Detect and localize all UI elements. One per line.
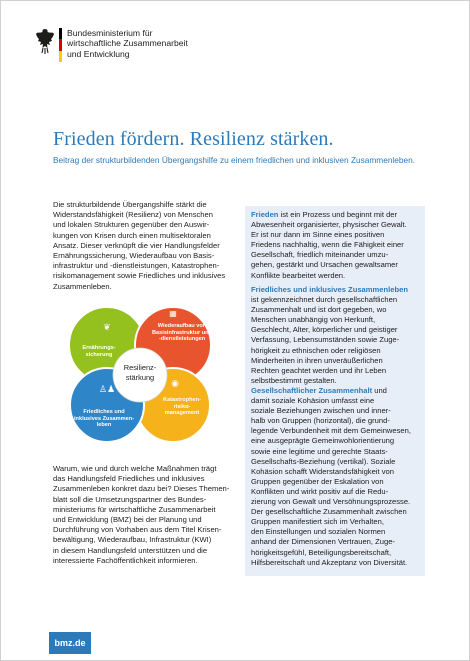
page-title: Frieden fördern. Resilienz stärken. — [53, 128, 334, 150]
text-line: selbstbestimmt gestalten. — [251, 375, 337, 385]
text-line: Abwesenheit organisierter, physischer Gewalt. — [251, 220, 407, 230]
people-icon: ♙♟ — [98, 385, 116, 395]
text-line: blatt soll die Umsetzungspartner des Bundes- — [53, 494, 207, 504]
definition-body — [251, 295, 423, 386]
definition-body — [251, 220, 423, 281]
text-line: Die strukturbildende Übergangshilfe stärkt die — [53, 200, 207, 209]
label-line: Friedliches und — [83, 409, 125, 415]
page-subtitle: Beitrag der strukturbildenden Übergangshilfe zu einem friedlichen und inklusiven Zusammenleben. — [53, 155, 416, 165]
text-line: kungen von Krisen durch einen multisektoralen — [53, 230, 211, 240]
text-line: soziale Beziehungen zwischen und inner- — [251, 406, 391, 416]
bricks-icon: ▦ — [169, 309, 177, 318]
wheat-icon: ❦ — [103, 323, 111, 333]
label-line: Katastrophen- — [163, 397, 201, 403]
text-line: Ernährungssicherung, Wiederaufbau von Basis- — [53, 251, 215, 261]
text-line: Zusammenleben konkret dazu bei? Dieses Themen- — [53, 484, 230, 494]
text-line: den Einstellungen und sozialen Normen — [251, 527, 386, 537]
text-line: in diesem Handlungsfeld unterstützen und die — [53, 545, 208, 555]
text-line: eine ausgeprägte Gemeinwohlorientierung — [251, 436, 395, 446]
ministry-name-line: Bundesministerium für — [67, 28, 153, 38]
text-line: Zusammenhalt und ist dort gegeben, wo — [251, 305, 387, 315]
ministry-name-line: wirtschaftliche Zusammenarbeit — [67, 38, 188, 49]
text-line: hörigkeit zu ethnischen oder religiösen — [251, 345, 381, 355]
text-line: Kohäsion schafft Widerstandsfähigkeit von — [251, 466, 394, 476]
text-line: Zusammenleben. — [53, 281, 112, 291]
text-line: Friedens nachhaltig, wenn die Fähigkeit einer — [251, 240, 404, 250]
text-line: legende Verbundenheit mit dem Gemeinwesen, — [251, 426, 411, 436]
ministry-name-line: und Entwicklung — [67, 48, 130, 59]
intro-paragraph — [53, 200, 233, 292]
text-line: Ansatz. Dieser verknüpft die vier Handlungsfelder — [53, 240, 220, 250]
label-line: Wiederaufbau von — [157, 323, 207, 329]
definition-frieden — [251, 210, 423, 281]
german-flag-stripe — [59, 28, 62, 62]
definition-keyword: Friedliches und inklusives Zusammenleben — [251, 285, 408, 294]
text-line: und lokalen Strukturen gegenüber den Auswir- — [53, 220, 210, 230]
definition-body — [251, 396, 423, 568]
text-line: anhand der Dimensionen Vertrauen, Zuge- — [251, 537, 395, 547]
text-line: Menschen unabhängig von Herkunft, — [251, 315, 376, 325]
label-line: inklusives Zusammen- — [74, 415, 134, 422]
text-line: Gesellschafts-Beziehung (vertikal). Soziale — [251, 456, 396, 466]
text-line: Der gesellschaftliche Zusammenhalt zwischen — [251, 507, 407, 517]
outro-paragraph — [53, 464, 233, 566]
text-line: ministeriums für wirtschaftliche Zusammenarbeit — [53, 504, 216, 514]
center-label-line: stärkung — [125, 372, 155, 382]
label-line: -dienstleistungen — [158, 336, 206, 343]
text-line: Er ist nur dann im Sinne eines positiven — [251, 230, 385, 240]
signal-icon: ◉ — [171, 379, 179, 389]
label-disaster-risk — [157, 397, 207, 417]
text-line: ist gekennzeichnet durch gesellschaftlichen — [251, 295, 398, 305]
text-line: Warum, wie und durch welche Maßnahmen trägt — [53, 464, 217, 473]
label-line: Ernährungs- — [82, 345, 116, 351]
flag-stripe-red — [59, 39, 62, 50]
text-line: Verfassung, Lebensumständen sowie Zuge- — [251, 335, 400, 345]
definition-first-line — [251, 386, 423, 396]
text-line: Gesellschaft, friedlich miteinander umzu- — [251, 250, 389, 260]
text-line: interessierte Fachöffentlichkeit informieren. — [53, 555, 198, 565]
definition-zusammenhalt — [251, 386, 423, 568]
text-line: Konflikten und wirkt positiv auf die Redu- — [251, 486, 389, 496]
definition-text: und — [372, 386, 387, 395]
text-line: hörigkeitsgefühl, Beteiligungsbereitschaft, — [251, 547, 392, 557]
text-line: damit soziale Kohäsion umfasst eine — [251, 396, 375, 406]
label-food-security — [71, 345, 127, 358]
flag-stripe-gold — [59, 51, 62, 62]
definition-inklusiv — [251, 285, 423, 386]
center-label — [111, 363, 169, 382]
text-line: Konflikte bearbeitet werden. — [251, 270, 346, 280]
label-line: management — [164, 410, 200, 417]
definition-keyword: Frieden — [251, 210, 279, 219]
text-line: Rechten geachtet werden und ihr Leben — [251, 365, 387, 375]
text-line: das Handlungsfeld Friedliches und inklusives — [53, 474, 205, 484]
label-reconstruction — [147, 323, 217, 343]
text-line: gehen, gestärkt und Ursachen gewaltsamer — [251, 260, 398, 270]
text-line: Gruppen gegenüber der Eskalation von — [251, 476, 384, 486]
text-line: sowie eine legitime und gerechte Staats- — [251, 446, 388, 456]
text-line: bewältigung, Wiederaufbau, Infrastruktur (KWI) — [53, 535, 212, 545]
bmz-logo: bmz.de — [49, 632, 91, 654]
definition-keyword: Gesellschaftlicher Zusammenhalt — [251, 386, 373, 395]
label-line: Basisinfrastruktur und — [152, 329, 212, 336]
text-line: Gruppen manifestiert sich im Verhalten, — [251, 517, 384, 527]
text-line: Minderheiten in ihren unveräußerlichen — [251, 355, 383, 365]
label-line: risiko- — [173, 403, 191, 410]
text-line: risikomanagement sowie Friedliches und inklusives — [53, 271, 226, 281]
text-line: Hilfsbereitschaft und Akzeptanz von Diversität. — [251, 557, 408, 567]
definition-first-line — [251, 210, 423, 220]
text-line: infrastruktur und -dienstleistungen, Katastrophen- — [53, 261, 220, 271]
label-peaceful-coexistence — [69, 409, 139, 429]
federal-eagle-icon — [35, 27, 55, 55]
flag-stripe-black — [59, 28, 62, 39]
center-label-line: Resilienz- — [123, 363, 157, 372]
text-line: halb von Gruppen (horizontal), die grund- — [251, 416, 390, 426]
definition-text: ist ein Prozess und beginnt mit der — [278, 210, 398, 219]
text-line: Widerstandsfähigkeit (Resilienz) von Menschen — [53, 210, 213, 220]
text-line: zierung von Gewalt und Versöhnungsprozesse. — [251, 497, 411, 507]
text-line: Durchführung von Vorhaben aus dem Titel Krisen- — [53, 525, 222, 535]
ministry-name — [67, 28, 188, 59]
label-line: sicherung — [85, 351, 113, 358]
text-line: Geschlecht, Alter, körperlicher und geistiger — [251, 325, 398, 335]
text-line: und Entwicklung (BMZ) bei der Planung und — [53, 515, 202, 525]
label-line: leben — [96, 422, 112, 429]
